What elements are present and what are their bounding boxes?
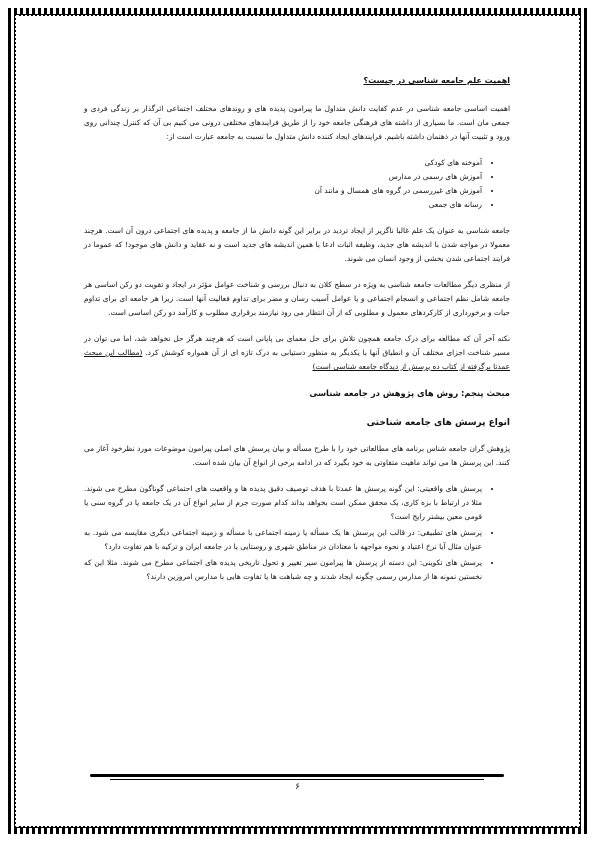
chapter-heading: مبحث پنجم: روش های پژوهش در جامعه شناسی xyxy=(309,388,510,398)
list-item: • رسانه های جمعی xyxy=(84,198,482,212)
list-item: • آموخته های کودکی xyxy=(84,156,482,170)
question-types-list xyxy=(84,482,510,584)
page-number: ۶ xyxy=(295,782,300,792)
paragraph-final-note xyxy=(84,332,510,374)
list-item: • پرسش های تطبیقی: در قالب این پرسش ها یک مسأله یا زمینه اجتماعی با مسأله و زمینه اجتماعی دیگری مقایسه می شود. به عنوان مثال آیا نرخ اعتیاد و نحوه مواجهه با معتادان در مناطق شهری و روستایی یا در جامعه ایران و ترکیه با هم تفاوت دارد؟ xyxy=(84,526,482,554)
footer-rule-thin xyxy=(110,779,484,780)
paragraph-research-questions: پژوهش گران جامعه شناس برنامه های مطالعاتی خود را با طرح مسأله و بیان پرسش های اصلی پیرامون موضوعات مورد نظرخود آغاز می کنند. این پرسش ها می تواند ماهیت متفاوتی به خود بگیرد که در ادامه برخی از انواع آن بیان شده است. xyxy=(84,444,510,467)
paragraph-macro-studies: از منظری دیگر مطالعات جامعه شناسی به ویژه در سطح کلان به دنبال بررسی و شناخت عوامل مؤثر در ایجاد و تقویت دو رکن اساسی هر جامعه شامل نظم اجتماعی و انسجام اجتماعی و یا عوامل آسیب رسان و مضر برای تداوم فعالیت آنها است. زیرا هر جامعه ای برای تداوم حیات و برخورداری از کارکردهای معمول و مطلوبی که از آن انتظار می رود نیازمند برقراری مطلوب و کارآمد دو رکن اساسی است. xyxy=(84,280,510,317)
final-note-text: نکته آخر آن که مطالعه برای درک جامعه همچون تلاش برای حل معمای بی پایانی است که هرچند هرگز حل نخواهد شد، اما می توان در مسیر شناخت اجزای مختلف آن و انطباق آنها با یکدیگر به منظور دستیابی به درک تازه ای از آن همواره کوشش کرد. xyxy=(84,334,510,357)
section-heading-importance: اهمیت علم جامعه شناسی در چیست؟ xyxy=(363,76,510,85)
source-note: (مطالب این مبحث عمدتا برگرفته از کتاب ده پرسش از دیدگاه جامعه شناسی است) xyxy=(84,348,510,371)
list-item: • آموزش های غیررسمی در گروه های همسال و مانند آن xyxy=(84,184,482,198)
paragraph-importance: اهمیت اساسی جامعه شناسی در عدم کفایت دانش متداول ما پیرامون پدیده های و روندهای مختلف اجتماعی اثرگذار بر زندگی فردی و جمعی مان است. ما بسیاری از داشته های فرهنگی جامعه خود را از طریق فرایندهای مختلفی درونی می کنیم بی آن که کنترل چندانی روی ورود و تثبیت آنها در ذهنمان داشته باشیم. فرایندهای ایجاد کننده دانش متداول ما نسبت به جامعه عبارت است از: xyxy=(84,104,510,141)
list-item: • پرسش های واقعیتی: این گونه پرسش ها عمدتا با هدف توصیف دقیق پدیده ها و واقعیت های اجتماعی گوناگون مطرح می شوند. مثلا در ارتباط با بزه کاری، یک محقق ممکن است بخواهد بداند کدام صورت جرم از سایر انواع آن در یک جامعه یا در گروه سنی یا قومی معین بیشتر رایج است؟ xyxy=(84,482,482,524)
document-body xyxy=(84,74,510,596)
footer-rule xyxy=(90,774,504,777)
section-heading-question-types: انواع پرسش های جامعه شناختی xyxy=(366,418,510,428)
list-item: • پرسش های تکوینی: این دسته از پرسش ها پیرامون سیر تغییر و تحول تاریخی پدیده های اجتماعی مطرح می شوند. مثلا این که نخستین نمونه ها از مدارس رسمی چگونه ایجاد شدند و چه شباهت ها یا تفاوت هایی با مدارس امروزین دارند؟ xyxy=(84,556,482,584)
list-item: • آموزش های رسمی در مدارس xyxy=(84,170,482,184)
paragraph-doubt: جامعه شناسی به عنوان یک علم غالبا ناگزیر از ایجاد تردید در برابر این گونه دانش ما از جامعه و پدیده های اجتماعی درون آن است. هرچند معمولا در مواجه شدن با اندیشه های جدید، وظیفه اثبات ادعا با همین اندیشه های جدید است و نه عقاید و دانش های موجود! که عموما در فرایند اجتماعی شدن بخشی از وجود انسان می شوند. xyxy=(84,226,510,263)
knowledge-sources-list xyxy=(84,156,510,212)
